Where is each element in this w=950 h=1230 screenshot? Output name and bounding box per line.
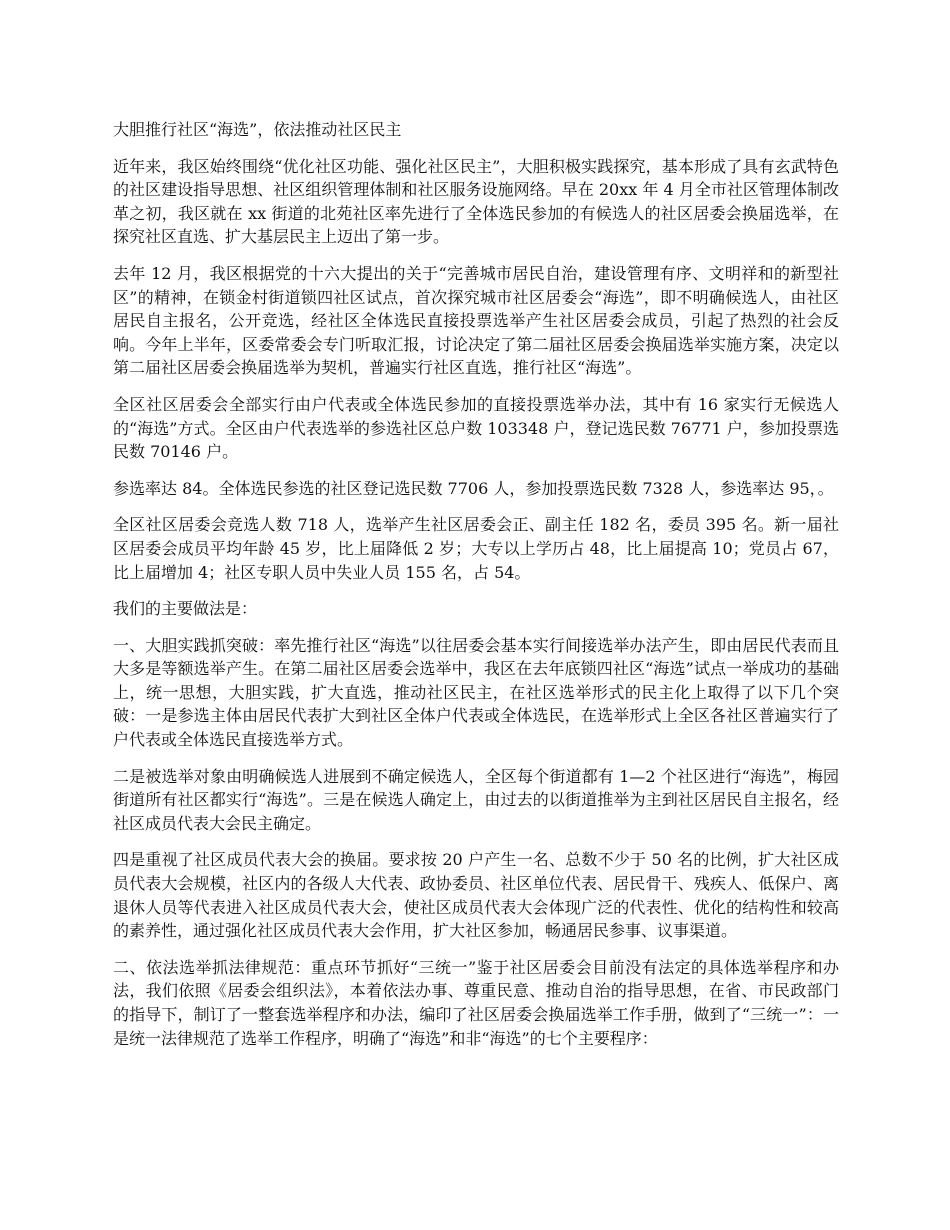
paragraph-candidates: 二是被选举对象由明确候选人进展到不确定候选人，全区每个街道都有 1—2 个社区进行“海选”，梅园街道所有社区都实行“海选”。三是在候选人确定上，由过去的以街道推举为主到社区居民自主报名，经社区成员代表大会民主确定。 bbox=[113, 766, 839, 833]
paragraph-breakthrough: 一、大胆实践抓突破：率先推行社区“海选”以往居委会基本实行间接选举办法产生，即由居民代表而且大多是等额选举产生。在第二届社区居委会选举中，我区在去年底锁四社区“海选”试点一举成功的基础上，统一思想，大胆实践，扩大直选，推动社区民主，在社区选举形式的民主化上取得了以下几个突破：一是参选主体由居民代表扩大到社区全体户代表或全体选民，在选举形式上全区各社区普遍实行了户代表或全体选民直接选举方式。 bbox=[113, 635, 839, 750]
document-page bbox=[113, 118, 839, 1063]
paragraph-main-practices: 我们的主要做法是： bbox=[113, 599, 258, 619]
document-title: 大胆推行社区“海选”，依法推动社区民主 bbox=[113, 120, 402, 139]
paragraph-election-stats: 全区社区居委会全部实行由户代表或全体选民参加的直接投票选举办法，其中有 16 家实行无候选人的“海选”方式。全区由户代表选举的参选社区总户数 103348 户，登记选民数 76771 户，参加投票选民数 70146 户。 bbox=[113, 394, 839, 462]
paragraph-representative-congress: 四是重视了社区成员代表大会的换届。要求按 20 户产生一名、总数不少于 50 名的比例，扩大社区成员代表大会规模，社区内的各级人大代表、政协委员、社区单位代表、居民骨干、残疾人、低保户、离退休人员等代表进入社区成员代表大会，使社区成员代表大会体现广泛的代表性、优化的结构性和较高的素养性，通过强化社区成员代表大会作用，扩大社区参加，畅通居民参事、议事渠道。 bbox=[113, 850, 839, 941]
paragraph-haixuan-pilot: 去年 12 月，我区根据党的十六大提出的关于“完善城市居民自治，建设管理有序、文明祥和的新型社区”的精神，在锁金村街道锁四社区试点，首次探究城市社区居委会“海选”，即不明确候选人，由社区居民自主报名，公开竞选，经社区全体选民直接投票选举产生社区居委会成员，引起了热烈的社会反响。今年上半年，区委常委会专门听取汇报，讨论决定了第二届社区居委会换届选举实施方案，决定以第二届社区居委会换届选举为契机，普遍实行社区直选，推行社区“海选”。 bbox=[113, 263, 839, 378]
paragraph-legal-norms: 二、依法选举抓法律规范：重点环节抓好“三统一”鉴于社区居委会目前没有法定的具体选举程序和办法，我们依照《居委会组织法》，本着依法办事、尊重民意、推动自治的指导思想，在省、市民政部门的指导下，制订了一整套选举程序和办法，编印了社区居委会换届选举工作手册，做到了“三统一”：一是统一法律规范了选举工作程序，明确了“海选”和非“海选”的七个主要程序： bbox=[113, 957, 839, 1048]
paragraph-committee-members: 全区社区居委会竞选人数 718 人，选举产生社区居委会正、副主任 182 名，委员 395 名。新一届社区居委会成员平均年龄 45 岁，比上届降低 2 岁；大专以上学历占 48，比上届提高 10；党员占 67，比上届增加 4；社区专职人员中失业人员 155 名，占 54。 bbox=[113, 515, 839, 582]
paragraph-turnout: 参选率达 84。全体选民参选的社区登记选民数 7706 人，参加投票选民数 7328 人，参选率达 95，。 bbox=[113, 478, 834, 498]
paragraph-intro: 近年来，我区始终围绕“优化社区功能、强化社区民主”，大胆积极实践探究，基本形成了具有玄武特色的社区建设指导思想、社区组织管理体制和社区服务设施网络。早在 20xx 年 4 月全市社区管理体制改革之初，我区就在 xx 街道的北苑社区率先进行了全体选民参加的有候选人的社区居委会换届选举，在探究社区直选、扩大基层民主上迈出了第一步。 bbox=[113, 156, 839, 247]
